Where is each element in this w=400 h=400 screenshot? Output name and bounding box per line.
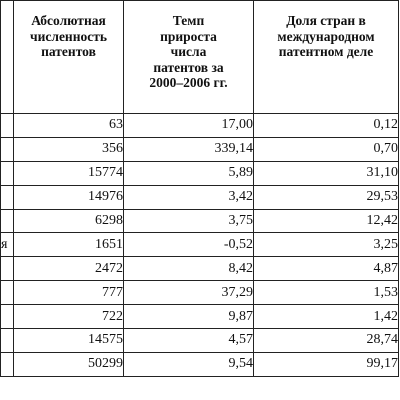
cell-country xyxy=(1,257,14,281)
cell-absolute-count: 63 xyxy=(14,114,124,138)
table-body xyxy=(1,114,399,377)
cell-absolute-count: 6298 xyxy=(14,209,124,233)
table-row xyxy=(1,329,399,353)
cell-country xyxy=(1,329,14,353)
cell-growth-rate: 5,89 xyxy=(124,161,254,185)
cell-absolute-count: 722 xyxy=(14,305,124,329)
table-row xyxy=(1,161,399,185)
table-row xyxy=(1,305,399,329)
table-row xyxy=(1,257,399,281)
table-row xyxy=(1,352,399,376)
cell-country xyxy=(1,185,14,209)
cell-share: 12,42 xyxy=(254,209,399,233)
cell-absolute-count: 2472 xyxy=(14,257,124,281)
header-country xyxy=(1,1,14,114)
cell-country xyxy=(1,352,14,376)
cell-share: 4,87 xyxy=(254,257,399,281)
table-row xyxy=(1,185,399,209)
cell-absolute-count: 1651 xyxy=(14,233,124,257)
cell-growth-rate: 3,75 xyxy=(124,209,254,233)
cell-absolute-count: 356 xyxy=(14,137,124,161)
cell-country xyxy=(1,209,14,233)
header-growth-rate: Темп прироста числа патентов за 2000–2006 гг. xyxy=(124,1,254,114)
cell-share: 0,12 xyxy=(254,114,399,138)
cell-growth-rate: -0,52 xyxy=(124,233,254,257)
cell-country xyxy=(1,114,14,138)
cell-share: 28,74 xyxy=(254,329,399,353)
cell-country xyxy=(1,137,14,161)
cell-absolute-count: 50299 xyxy=(14,352,124,376)
cell-growth-rate: 9,54 xyxy=(124,352,254,376)
cell-share: 1,42 xyxy=(254,305,399,329)
table-row xyxy=(1,281,399,305)
table-row xyxy=(1,114,399,138)
cell-growth-rate: 8,42 xyxy=(124,257,254,281)
cell-growth-rate: 9,87 xyxy=(124,305,254,329)
cell-growth-rate: 3,42 xyxy=(124,185,254,209)
header-share: Доля стран в международном патентном деле xyxy=(254,1,399,114)
header-absolute-count: Абсолютная численность патентов xyxy=(14,1,124,114)
table-row xyxy=(1,209,399,233)
table-row xyxy=(1,137,399,161)
cell-absolute-count: 14575 xyxy=(14,329,124,353)
cell-growth-rate: 4,57 xyxy=(124,329,254,353)
cell-country: я xyxy=(1,233,14,257)
cell-growth-rate: 17,00 xyxy=(124,114,254,138)
cell-absolute-count: 15774 xyxy=(14,161,124,185)
header-row xyxy=(1,1,399,114)
cell-growth-rate: 339,14 xyxy=(124,137,254,161)
cell-share: 3,25 xyxy=(254,233,399,257)
cell-absolute-count: 14976 xyxy=(14,185,124,209)
table-row xyxy=(1,233,399,257)
cell-share: 0,70 xyxy=(254,137,399,161)
cell-share: 31,10 xyxy=(254,161,399,185)
cell-share: 1,53 xyxy=(254,281,399,305)
cell-share: 29,53 xyxy=(254,185,399,209)
cell-growth-rate: 37,29 xyxy=(124,281,254,305)
cell-country xyxy=(1,161,14,185)
cell-absolute-count: 777 xyxy=(14,281,124,305)
cell-share: 99,17 xyxy=(254,352,399,376)
cell-country xyxy=(1,281,14,305)
cell-country xyxy=(1,305,14,329)
